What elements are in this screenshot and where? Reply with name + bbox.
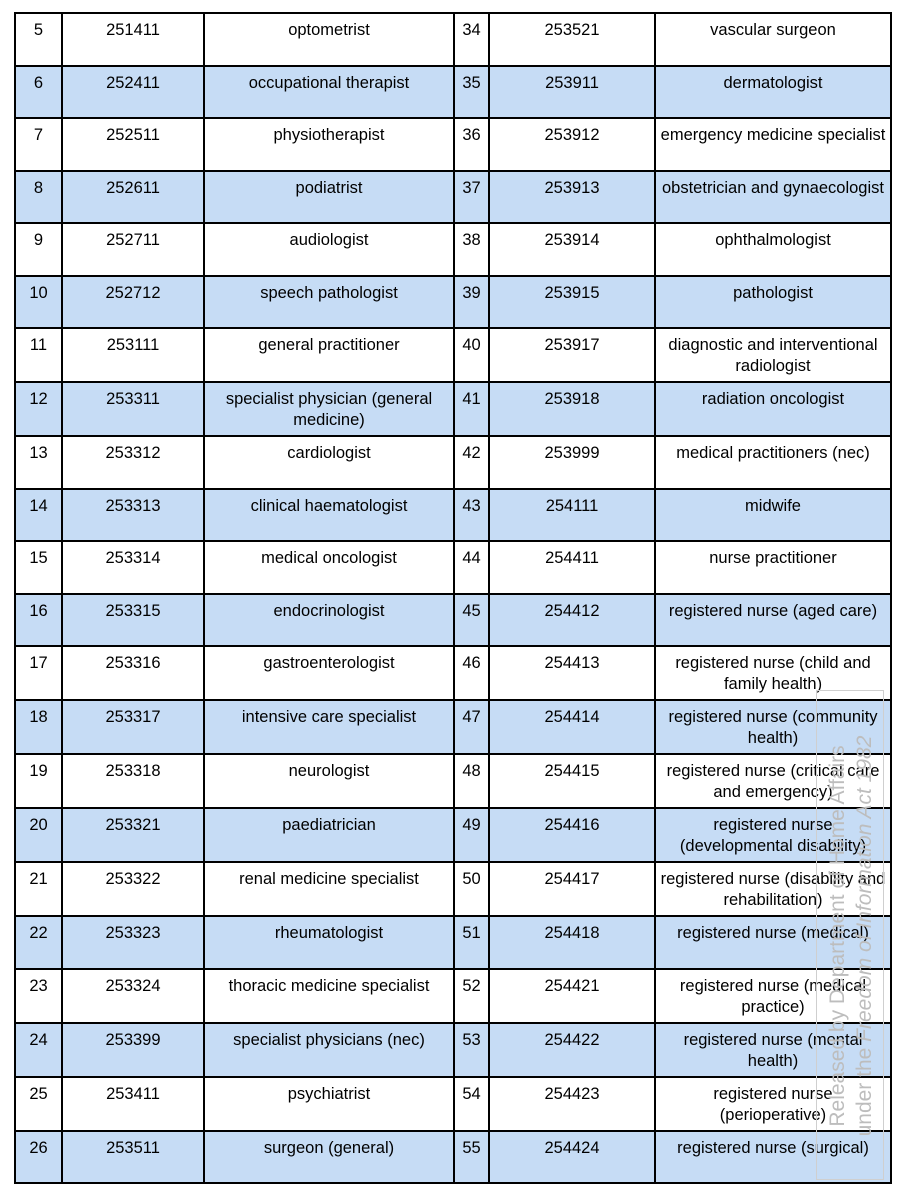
- row-number-left: 18: [15, 700, 62, 754]
- table-row: [15, 489, 891, 542]
- row-number-left: 5: [15, 13, 62, 66]
- anzsco-code-right: 253912: [489, 118, 655, 171]
- anzsco-code-right: 253918: [489, 382, 655, 436]
- row-number-left: 7: [15, 118, 62, 171]
- occupation-left: physiotherapist: [204, 118, 454, 171]
- table-row: [15, 1131, 891, 1184]
- table-row: [15, 916, 891, 969]
- row-number-right: 35: [454, 66, 489, 119]
- anzsco-code-right: 253999: [489, 436, 655, 489]
- table-row: [15, 382, 891, 436]
- table-row: [15, 66, 891, 119]
- anzsco-code-left: 253316: [62, 646, 204, 700]
- table-row: [15, 436, 891, 489]
- row-number-right: 39: [454, 276, 489, 329]
- occupation-right: registered nurse (child and family health): [655, 646, 891, 700]
- anzsco-code-left: 253312: [62, 436, 204, 489]
- occupation-left: thoracic medicine specialist: [204, 969, 454, 1023]
- anzsco-code-left: 253314: [62, 541, 204, 594]
- anzsco-code-left: 253315: [62, 594, 204, 647]
- row-number-left: 22: [15, 916, 62, 969]
- anzsco-code-right: 254111: [489, 489, 655, 542]
- table-row: [15, 1023, 891, 1077]
- occupation-right: midwife: [655, 489, 891, 542]
- anzsco-code-left: 253511: [62, 1131, 204, 1184]
- row-number-right: 40: [454, 328, 489, 382]
- occupation-left: neurologist: [204, 754, 454, 808]
- row-number-left: 20: [15, 808, 62, 862]
- table-row: [15, 754, 891, 808]
- row-number-right: 53: [454, 1023, 489, 1077]
- table-row: [15, 171, 891, 224]
- anzsco-code-left: 252711: [62, 223, 204, 276]
- table-row: [15, 969, 891, 1023]
- occupation-right: medical practitioners (nec): [655, 436, 891, 489]
- occupation-left: occupational therapist: [204, 66, 454, 119]
- row-number-right: 45: [454, 594, 489, 647]
- anzsco-code-right: 253911: [489, 66, 655, 119]
- row-number-left: 26: [15, 1131, 62, 1184]
- anzsco-code-right: 254413: [489, 646, 655, 700]
- row-number-left: 21: [15, 862, 62, 916]
- occupation-left: specialist physicians (nec): [204, 1023, 454, 1077]
- table-row: [15, 223, 891, 276]
- row-number-left: 16: [15, 594, 62, 647]
- row-number-right: 37: [454, 171, 489, 224]
- anzsco-code-left: 253313: [62, 489, 204, 542]
- anzsco-code-left: 253324: [62, 969, 204, 1023]
- occupation-right: nurse practitioner: [655, 541, 891, 594]
- occupation-right: registered nurse (surgical): [655, 1131, 891, 1184]
- row-number-right: 46: [454, 646, 489, 700]
- row-number-right: 34: [454, 13, 489, 66]
- anzsco-code-right: 254416: [489, 808, 655, 862]
- row-number-right: 54: [454, 1077, 489, 1131]
- row-number-left: 25: [15, 1077, 62, 1131]
- anzsco-code-left: 252611: [62, 171, 204, 224]
- row-number-right: 48: [454, 754, 489, 808]
- row-number-left: 23: [15, 969, 62, 1023]
- occupation-right: ophthalmologist: [655, 223, 891, 276]
- row-number-right: 41: [454, 382, 489, 436]
- anzsco-code-right: 254414: [489, 700, 655, 754]
- anzsco-code-right: 253917: [489, 328, 655, 382]
- stamp-line-2-prefix: under the: [853, 1041, 876, 1137]
- row-number-left: 13: [15, 436, 62, 489]
- table-row: [15, 328, 891, 382]
- occupation-right: registered nurse (aged care): [655, 594, 891, 647]
- occupation-left: audiologist: [204, 223, 454, 276]
- occupation-left: optometrist: [204, 13, 454, 66]
- row-number-left: 9: [15, 223, 62, 276]
- row-number-right: 42: [454, 436, 489, 489]
- row-number-left: 17: [15, 646, 62, 700]
- table-row: [15, 13, 891, 66]
- anzsco-code-left: 253411: [62, 1077, 204, 1131]
- occupation-left: intensive care specialist: [204, 700, 454, 754]
- anzsco-code-left: 252411: [62, 66, 204, 119]
- anzsco-code-right: 254417: [489, 862, 655, 916]
- anzsco-code-right: 253915: [489, 276, 655, 329]
- occupation-left: psychiatrist: [204, 1077, 454, 1131]
- anzsco-code-left: 253311: [62, 382, 204, 436]
- stamp-line-2-act: Freedom of Information Act 1982: [853, 735, 876, 1042]
- occupation-left: gastroenterologist: [204, 646, 454, 700]
- row-number-left: 19: [15, 754, 62, 808]
- row-number-left: 15: [15, 541, 62, 594]
- row-number-right: 44: [454, 541, 489, 594]
- occupation-left: endocrinologist: [204, 594, 454, 647]
- row-number-left: 10: [15, 276, 62, 329]
- table-row: [15, 1077, 891, 1131]
- anzsco-code-right: 253521: [489, 13, 655, 66]
- row-number-right: 43: [454, 489, 489, 542]
- occupation-right: registered nurse (developmental disability): [655, 808, 891, 862]
- row-number-left: 24: [15, 1023, 62, 1077]
- occupation-right: diagnostic and interventional radiologist: [655, 328, 891, 382]
- occupation-left: clinical haematologist: [204, 489, 454, 542]
- occupation-left: rheumatologist: [204, 916, 454, 969]
- anzsco-code-left: 252511: [62, 118, 204, 171]
- stamp-line-1: Released by Department of Home Affairs: [826, 745, 849, 1127]
- occupation-left: paediatrician: [204, 808, 454, 862]
- occupation-right: vascular surgeon: [655, 13, 891, 66]
- table-row: [15, 118, 891, 171]
- occupation-left: general practitioner: [204, 328, 454, 382]
- stamp-line-2: [851, 696, 878, 1176]
- occupation-right: pathologist: [655, 276, 891, 329]
- row-number-right: 49: [454, 808, 489, 862]
- occupation-right: registered nurse (disability and rehabilitation): [655, 862, 891, 916]
- row-number-right: 50: [454, 862, 489, 916]
- occupation-right: registered nurse (perioperative): [655, 1077, 891, 1131]
- occupation-table-body: [15, 13, 891, 1183]
- occupation-right: registered nurse (critical care and emergency): [655, 754, 891, 808]
- row-number-right: 36: [454, 118, 489, 171]
- foi-release-stamp: [816, 690, 884, 1180]
- anzsco-code-left: 253321: [62, 808, 204, 862]
- anzsco-code-left: 253317: [62, 700, 204, 754]
- row-number-right: 38: [454, 223, 489, 276]
- table-row: [15, 594, 891, 647]
- table-row: [15, 862, 891, 916]
- anzsco-code-left: 253322: [62, 862, 204, 916]
- anzsco-code-right: 254424: [489, 1131, 655, 1184]
- table-row: [15, 646, 891, 700]
- anzsco-code-left: 253318: [62, 754, 204, 808]
- anzsco-code-right: 253913: [489, 171, 655, 224]
- occupation-left: specialist physician (general medicine): [204, 382, 454, 436]
- table-row: [15, 808, 891, 862]
- occupation-table: [14, 12, 892, 1184]
- occupation-right: emergency medicine specialist: [655, 118, 891, 171]
- anzsco-code-left: 252712: [62, 276, 204, 329]
- row-number-right: 52: [454, 969, 489, 1023]
- occupation-right: registered nurse (community health): [655, 700, 891, 754]
- table-row: [15, 700, 891, 754]
- table-row: [15, 276, 891, 329]
- occupation-right: obstetrician and gynaecologist: [655, 171, 891, 224]
- occupation-left: speech pathologist: [204, 276, 454, 329]
- anzsco-code-right: 254421: [489, 969, 655, 1023]
- row-number-right: 55: [454, 1131, 489, 1184]
- occupation-left: podiatrist: [204, 171, 454, 224]
- table-row: [15, 541, 891, 594]
- foi-release-text: [824, 696, 878, 1176]
- row-number-left: 11: [15, 328, 62, 382]
- occupation-left: renal medicine specialist: [204, 862, 454, 916]
- occupation-right: registered nurse (mental health): [655, 1023, 891, 1077]
- occupation-left: surgeon (general): [204, 1131, 454, 1184]
- anzsco-code-right: 254415: [489, 754, 655, 808]
- row-number-right: 51: [454, 916, 489, 969]
- occupation-left: cardiologist: [204, 436, 454, 489]
- anzsco-code-right: 254411: [489, 541, 655, 594]
- occupation-left: medical oncologist: [204, 541, 454, 594]
- anzsco-code-left: 253111: [62, 328, 204, 382]
- anzsco-code-right: 254422: [489, 1023, 655, 1077]
- anzsco-code-right: 254418: [489, 916, 655, 969]
- anzsco-code-left: 251411: [62, 13, 204, 66]
- occupation-right: registered nurse (medical): [655, 916, 891, 969]
- anzsco-code-left: 253323: [62, 916, 204, 969]
- occupation-right: radiation oncologist: [655, 382, 891, 436]
- anzsco-code-right: 253914: [489, 223, 655, 276]
- row-number-left: 6: [15, 66, 62, 119]
- row-number-left: 12: [15, 382, 62, 436]
- row-number-right: 47: [454, 700, 489, 754]
- occupation-right: registered nurse (medical practice): [655, 969, 891, 1023]
- occupation-right: dermatologist: [655, 66, 891, 119]
- anzsco-code-right: 254412: [489, 594, 655, 647]
- anzsco-code-right: 254423: [489, 1077, 655, 1131]
- anzsco-code-left: 253399: [62, 1023, 204, 1077]
- row-number-left: 14: [15, 489, 62, 542]
- row-number-left: 8: [15, 171, 62, 224]
